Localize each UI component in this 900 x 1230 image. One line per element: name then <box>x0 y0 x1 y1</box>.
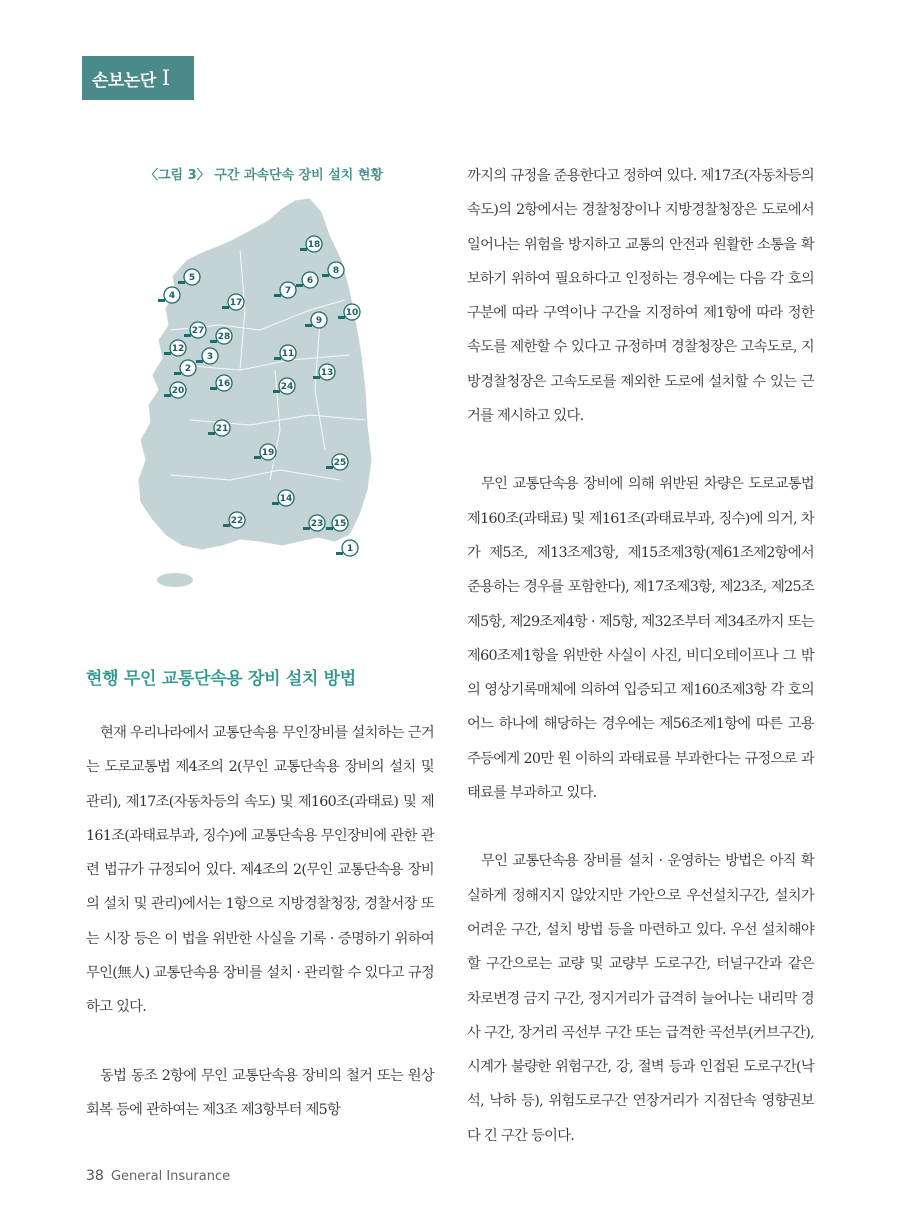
section-segment-icon <box>223 524 230 527</box>
section-tag-roman: Ⅰ <box>161 66 170 90</box>
map-marker-label: 2 <box>184 364 192 375</box>
map-marker-label: 14 <box>279 494 293 505</box>
section-segment-icon <box>313 376 320 379</box>
section-segment-icon <box>326 466 333 469</box>
map-marker-label: 23 <box>310 519 324 530</box>
section-segment-icon <box>208 432 215 435</box>
section-segment-icon <box>164 394 171 397</box>
map-marker-label: 17 <box>229 298 243 309</box>
right-paragraph-2: 무인 교통단속용 장비에 의해 위반된 차량은 도로교통법 제160조(과태료) 및 제161조(과태료부과, 징수)에 의거, 차가 제5조, 제13조제3항, 제15조제3항(제61조제2항에서 준용하는 경우를 포함한다), 제17조제3항, 제23조, 제25조제5항, 제29조제4항 · 제5항, 제32조부터 제34조까지 또는 제60조제1항을 위반한 사실이 사진, 비디오테이프나 그 밖의 영상기록매체에 의하여 입증되고 제160조제3항 각 호의 어느 하나에 해당하는 경우에는 제56조제1항에 따른 고용주등에게 20만 원 이하의 과태료를 부과한다는 규정으로 과태료를 부과하고 있다. <box>467 476 814 802</box>
map-marker-label: 28 <box>217 332 231 343</box>
section-tag-label: 손보논단 <box>92 70 156 91</box>
section-segment-icon <box>164 352 171 355</box>
section-segment-icon <box>322 274 329 277</box>
section-segment-icon <box>184 334 191 337</box>
map-marker-label: 8 <box>332 266 340 277</box>
left-paragraph-1: 현재 우리나라에서 교통단속용 무인장비를 설치하는 근거는 도로교통법 제4조의 2(무인 교통단속용 장비의 설치 및 관리), 제17조(자동차등의 속도) 및 제160조(과태료) 및 제161조(과태료부과, 징수)에 교통단속용 무인장비에 관한 관련 법규가 규정되어 있다. 제4조의 2(무인 교통단속용 장비의 설치 및 관리)에서는 1항으로 지방경찰청장, 경찰서장 또는 시장 등은 이 법을 위반한 사실을 기록 · 증명하기 위하여 무인(無人) 교통단속용 장비를 설치 · 관리할 수 있다고 규정하고 있다. <box>86 725 434 1016</box>
section-segment-icon <box>158 299 165 302</box>
map-marker-label: 6 <box>306 276 314 287</box>
map-marker-label: 12 <box>171 344 185 355</box>
jeju-island <box>157 573 193 587</box>
section-segment-icon <box>210 340 217 343</box>
map-marker-1 <box>336 540 358 556</box>
map-marker-label: 13 <box>320 368 334 379</box>
map-marker-label: 20 <box>171 386 185 397</box>
left-paragraph-2: 동법 동조 2항에 무인 교통단속용 장비의 철거 또는 원상회복 등에 관하여는 제3조 제3항부터 제5항 <box>86 1067 434 1118</box>
section-segment-icon <box>196 360 203 363</box>
map-marker-label: 9 <box>315 316 323 327</box>
section-tag <box>82 56 194 100</box>
section-segment-icon <box>300 248 307 251</box>
section-heading: 현행 무인 교통단속용 장비 설치 방법 <box>86 669 356 689</box>
map-marker-label: 22 <box>230 516 244 527</box>
section-segment-icon <box>338 316 345 319</box>
map-marker-label: 7 <box>284 286 292 297</box>
section-segment-icon <box>336 552 343 555</box>
map-marker-4 <box>158 287 180 303</box>
map-marker-label: 10 <box>345 308 359 319</box>
right-paragraph-1: 까지의 규정을 준용한다고 정하여 있다. 제17조(자동차등의 속도)의 2항에서는 경찰청장이나 지방경찰청장은 도로에서 일어나는 위험을 방지하고 교통의 안전과 원활한 소통을 확보하기 위하여 필요하다고 인정하는 경우에는 다음 각 호의 구분에 따라 구역이나 구간을 지정하여 제1항에 따라 정한 속도를 제한할 수 있다고 규정하며 경찰청장은 고속도로, 지방경찰청장은 고속도로를 제외한 도로에 설치할 수 있는 근거를 제시하고 있다. <box>467 168 814 425</box>
page-number: 38 <box>86 1168 104 1184</box>
figure-caption: 〈그림 3〉 구간 과속단속 장비 설치 현황 <box>144 168 383 183</box>
map-marker-label: 16 <box>217 379 231 390</box>
page-footer <box>86 1168 230 1184</box>
map-marker-label: 21 <box>215 424 229 435</box>
section-segment-icon <box>303 527 310 530</box>
map-marker-label: 4 <box>168 291 176 302</box>
section-segment-icon <box>274 357 281 360</box>
map-marker-label: 25 <box>333 458 347 469</box>
map-marker-label: 3 <box>206 352 214 363</box>
korea-map <box>110 190 410 590</box>
section-segment-icon <box>273 390 280 393</box>
map-marker-label: 19 <box>261 448 275 459</box>
map-landmass <box>138 198 372 550</box>
map-marker-label: 27 <box>191 326 205 337</box>
section-segment-icon <box>174 372 181 375</box>
map-marker-label: 11 <box>281 349 295 360</box>
right-column <box>467 159 814 1153</box>
map-marker-label: 1 <box>346 544 354 555</box>
section-segment-icon <box>222 306 229 309</box>
section-segment-icon <box>305 324 312 327</box>
section-segment-icon <box>178 281 185 284</box>
right-paragraph-3: 무인 교통단속용 장비를 설치 · 운영하는 방법은 아직 확실하게 정해지지 않았지만 가안으로 우선설치구간, 설치가 어려운 구간, 설치 방법 등을 마련하고 있다. 우선 설치해야 할 구간으로는 교량 및 교량부 도로구간, 터널구간과 같은 차로변경 금지 구간, 정지거리가 급격히 늘어나는 내리막 경사 구간, 장거리 곡선부 구간 또는 급격한 곡선부(커브구간), 시계가 불량한 위험구간, 강, 절벽 등과 인접된 도로구간(낙석, 낙하 등), 위험도로구간 연장거리가 지점단속 영향권보다 긴 구간 등이다. <box>467 853 814 1144</box>
section-segment-icon <box>272 502 279 505</box>
map-marker-label: 24 <box>280 382 294 393</box>
map-marker-label: 15 <box>333 519 347 530</box>
section-segment-icon <box>210 387 217 390</box>
publication-name: General Insurance <box>110 1169 231 1184</box>
left-column <box>86 716 434 1127</box>
section-segment-icon <box>274 294 281 297</box>
map-marker-label: 5 <box>188 273 196 284</box>
map-marker-label: 18 <box>307 240 321 251</box>
section-segment-icon <box>254 456 261 459</box>
section-segment-icon <box>296 284 303 287</box>
section-segment-icon <box>326 527 333 530</box>
